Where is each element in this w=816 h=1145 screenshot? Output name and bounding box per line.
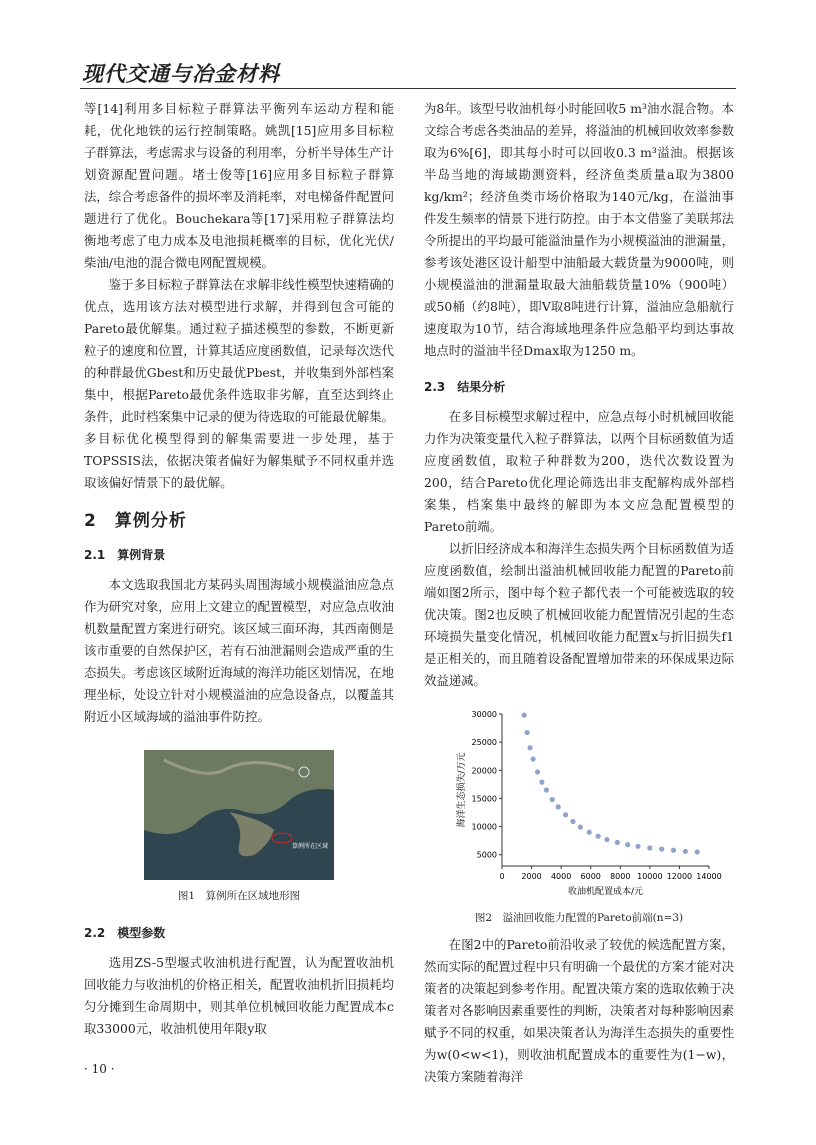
data-point: [525, 730, 530, 735]
data-point: [647, 845, 652, 850]
x-tick-label: 8000: [610, 872, 631, 881]
data-point: [550, 797, 555, 802]
subsection-heading: 2.3 结果分析: [424, 380, 506, 394]
data-point: [522, 713, 527, 718]
y-tick-label: 5000: [476, 850, 497, 860]
data-point: [539, 780, 544, 785]
y-axis-label: 海洋生态损失/万元: [457, 752, 467, 828]
x-tick-label: 14000: [696, 872, 722, 881]
figure-2-caption: 图2 溢油回收能力配置的Pareto前端(n=3): [474, 912, 684, 924]
figure-1-satellite-map: [144, 750, 334, 880]
data-point: [635, 844, 640, 849]
data-point: [683, 849, 688, 854]
left-column: [84, 98, 394, 1040]
data-point: [615, 840, 620, 845]
data-point: [563, 812, 568, 817]
x-tick-label: 12000: [666, 872, 693, 881]
paragraph: 在多目标模型求解过程中，应急点每小时机械回收能力作为决策变量代入粒子群算法，以两个目标函数值为适应度函数值，取粒子种群数为200，迭代次数设置为200，结合Pareto优化理论筛选出非支配解构成外部档案集，档案集中最终的解即为本文应急配置模型的Pareto前端。: [424, 409, 734, 534]
paragraph: 鉴于多目标粒子群算法在求解非线性模型快速精确的优点，选用该方法对模型进行求解，并得到包含可能的Pareto最优解集。通过粒子描述模型的参数，不断更新粒子的速度和位置，计算其适应度函数值，记录每次迭代的种群最优Gbest和历史最优Pbest，并收集到外部档案集中，根据Pareto最优条件选取非劣解，直至达到终止条件，此时档案集中记录的便为待选取的可能最优解集。多目标优化模型得到的解集需要进一步处理，基于TOPSSIS法，依据决策者偏好为解集赋予不同权重并选取该偏好情景下的最优解。: [84, 277, 394, 490]
figure-1-caption: 图1 算例所在区域地形图: [177, 890, 301, 902]
y-tick-label: 25000: [471, 738, 497, 748]
journal-title: 现代交通与冶金材料: [82, 62, 280, 86]
y-tick-label: 20000: [471, 766, 497, 776]
data-point: [556, 804, 561, 809]
x-axis-label: 收油机配置成本/元: [567, 887, 644, 897]
paragraph: 在图2中的Pareto前沿收录了较优的候选配置方案，然而实际的配置过程中只有明确一个最优的方案才能对决策者的决策起到参考作用。配置决策方案的选取依赖于决策者对各影响因素重要性的判断，决策者对每种影响因素赋予不同的权重，如果决策者认为海洋生态损失的重要性为w(0<w<1)，则收油机配置成本的重要性为(1−w)，决策方案随着海洋: [424, 937, 734, 1084]
x-tick-label: 2000: [521, 872, 542, 881]
figure-1-label: 算例所在区域: [292, 843, 329, 850]
data-point: [578, 825, 583, 830]
data-point: [587, 830, 592, 835]
data-point: [544, 787, 549, 792]
y-tick-label: 15000: [471, 794, 497, 804]
figure-2-chart: [424, 706, 724, 906]
data-point: [530, 756, 535, 761]
y-tick-label: 10000: [471, 822, 497, 832]
paragraph: 为8年。该型号收油机每小时能回收5 m³油水混合物。本文综合考虑各类油品的差异，将溢油的机械回收效率参数取为6%[6]，即其每小时可以回收0.3 m³溢油。根据该半岛当地的海域勘测资料，经济鱼类质量a取为3800 kg/km²；经济鱼类市场价格取为140元/kg，在溢油事件发生频率的情景下进行防控。由于本文借鉴了美联邦法令所提出的平均最可能溢油量作为小规模溢油的泄漏量，参考该处港区设计船型中油船最大载货量为9000吨，则小规模溢油的泄漏量取最大油船载货量10%（900吨）或50桶（约8吨），即V取8吨进行计算，溢油应急船航行速度取为10节，结合海域地理条件应急船平均到达事故地点时的溢油半径Dmax取为1250 m。: [424, 101, 734, 358]
data-point: [659, 847, 664, 852]
paragraph: 等[14]利用多目标粒子群算法平衡列车运动方程和能耗，优化地铁的运行控制策略。姚凯[15]应用多目标粒子群算法，考虑需求与设备的利用率，分析半导体生产计划资源配置问题。堵士俊等[16]应用多目标粒子群算法，综合考虑备件的损坏率及消耗率，对电梯备件配置问题进行了优化。Bouchekara等[17]采用粒子群算法均衡地考虑了电力成本及电池损耗概率的目标，优化光伏/柴油/电池的混合微电网配置规模。: [84, 101, 394, 270]
x-tick-label: 0: [499, 872, 505, 881]
paragraph: 本文选取我国北方某码头周围海域小规模溢油应急点作为研究对象，应用上文建立的配置模型，对应急点收油机数量配置方案进行研究。该区域三面环海，其西南侧是该市重要的自然保护区，若有石油泄漏则会造成严重的生态损失。考虑该区域附近海域的海洋功能区划情况，在地理坐标，处设立针对小规模溢油的应急设备点，以覆盖其附近小区域海域的溢油事件防控。: [84, 577, 394, 724]
data-point: [671, 848, 676, 853]
x-tick-label: 10000: [637, 872, 663, 881]
right-column: [424, 98, 734, 1088]
header-rule: [80, 88, 736, 89]
data-point: [596, 834, 601, 839]
subsection-heading: 2.2 模型参数: [84, 926, 166, 940]
pareto-scatter-chart: [424, 706, 724, 906]
paragraph: 以折旧经济成本和海洋生态损失两个目标函数值为适应度函数值，绘制出溢油机械回收能力配置的Pareto前端如图2所示，图中每个粒子都代表一个可能被选取的较优决策。图2也反映了机械回收能力配置情况引起的生态环境损失量变化情况，机械回收能力配置x与折旧损失f1是正相关的，而且随着设备配置增加带来的环保成果边际效益递减。: [424, 541, 734, 688]
section-heading: 2 算例分析: [84, 511, 187, 531]
x-tick-label: 4000: [550, 872, 572, 881]
data-point: [625, 842, 630, 847]
data-point: [527, 745, 532, 750]
data-point: [604, 837, 609, 842]
paragraph: 选用ZS-5型堰式收油机进行配置，认为配置收油机回收能力与收油机的价格正相关，配置收油机折旧损耗均匀分摊到生命周期中，则其单位机械回收能力配置成本c取33000元，收油机使用年限y取: [84, 955, 394, 1036]
satellite-map-image: [144, 750, 334, 880]
data-point: [695, 849, 700, 854]
page-number: · 10 ·: [84, 1062, 115, 1076]
x-tick-label: 6000: [580, 872, 601, 881]
data-point: [570, 819, 575, 824]
y-tick-label: 30000: [471, 710, 497, 719]
subsection-heading: 2.1 算例背景: [84, 548, 166, 562]
data-point: [535, 769, 540, 774]
